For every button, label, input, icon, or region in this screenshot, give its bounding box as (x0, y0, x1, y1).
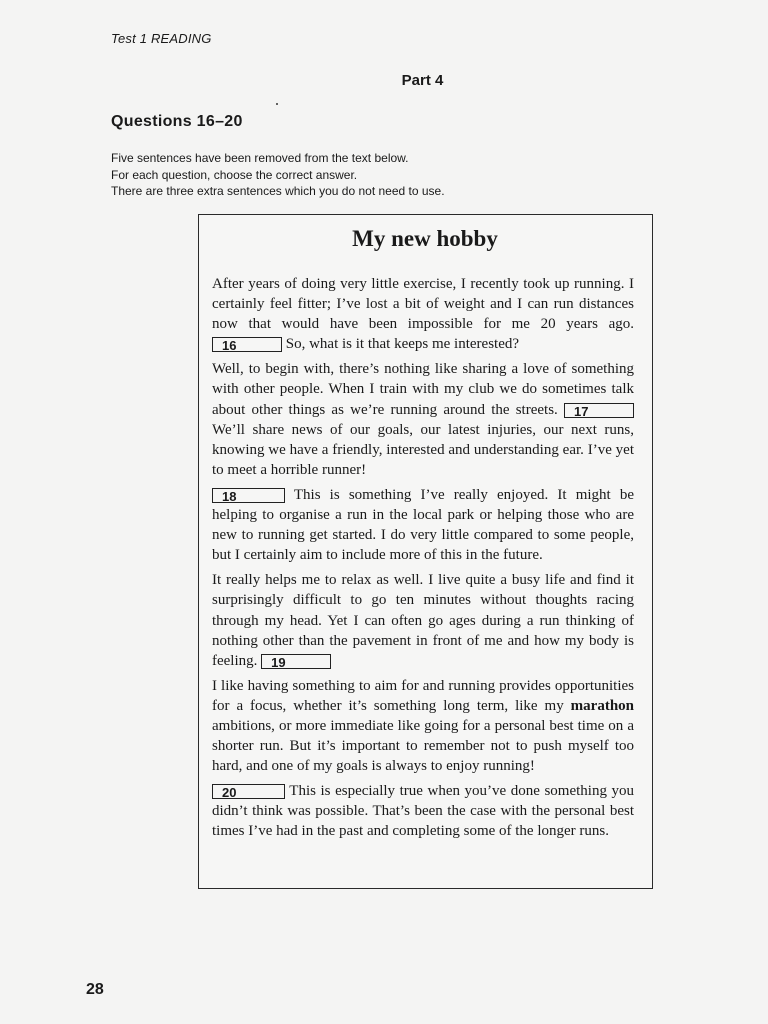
paragraph: I like having something to aim for and running provides opportunities for a focus, whether it’s something long term, like my marathon ambitions, or more immediate like going for a personal best time on a shorter run. But it’s important to remember not to push myself too hard, and one of my goals is always to enjoy running! (212, 677, 635, 775)
gap-box-18: 18 (212, 488, 285, 503)
questions-heading: Questions 16–20 (111, 113, 243, 130)
gap-box-19: 19 (261, 654, 331, 669)
article-body (212, 274, 634, 847)
instruction-line: For each question, choose the correct answer. (111, 167, 358, 182)
instruction-line: Five sentences have been removed from the text below. (111, 151, 409, 165)
running-head: Test 1 READING (111, 31, 212, 46)
gap-box-16: 16 (212, 337, 282, 352)
bold-word: marathon (570, 697, 635, 714)
page-number: 28 (86, 981, 104, 998)
paragraph: It really helps me to relax as well. I live quite a busy life and find it surprisingly difficult to go ten minutes without thoughts racing through my head. Yet I can often go ages during a run thinking of nothing other than the pavement in front of me and how my body is feeling. 19 (212, 572, 634, 670)
stray-mark (276, 103, 278, 105)
part-title: Part 4 (401, 72, 444, 89)
instruction-line: There are three extra sentences which you do not need to use. (111, 184, 445, 198)
instructions (111, 150, 445, 200)
paragraph: 20 This is especially true when you’ve done something you didn’t think was possible. That’s been the case with the personal best times I’ve had in the past and completing some of the longer runs. (212, 783, 635, 840)
article-title: My new hobby (352, 226, 498, 251)
gap-box-17: 17 (564, 403, 634, 418)
paragraph: 18 This is something I’ve really enjoyed. It might be helping to organise a run in the local park or helping those who are new to running get started. I do very little compared to some people, but I certainly aim to include more of this in the future. (212, 486, 634, 564)
paragraph: After years of doing very little exercise, I recently took up running. I certainly feel fitter; I’ve lost a bit of weight and I can run distances now that would have been impossible for me 20 years ago. 16 So, what is it that keeps me interested? (212, 276, 634, 354)
gap-box-20: 20 (212, 784, 285, 799)
paragraph: Well, to begin with, there’s nothing like sharing a love of something with other people. When I train with my club we do sometimes talk about other things as we’re running around the streets. 17 We’ll share news of our goals, our latest injuries, our next runs, knowing we have a friendly, interested and understanding ear. I’ve yet to meet a horrible runner! (212, 361, 634, 478)
